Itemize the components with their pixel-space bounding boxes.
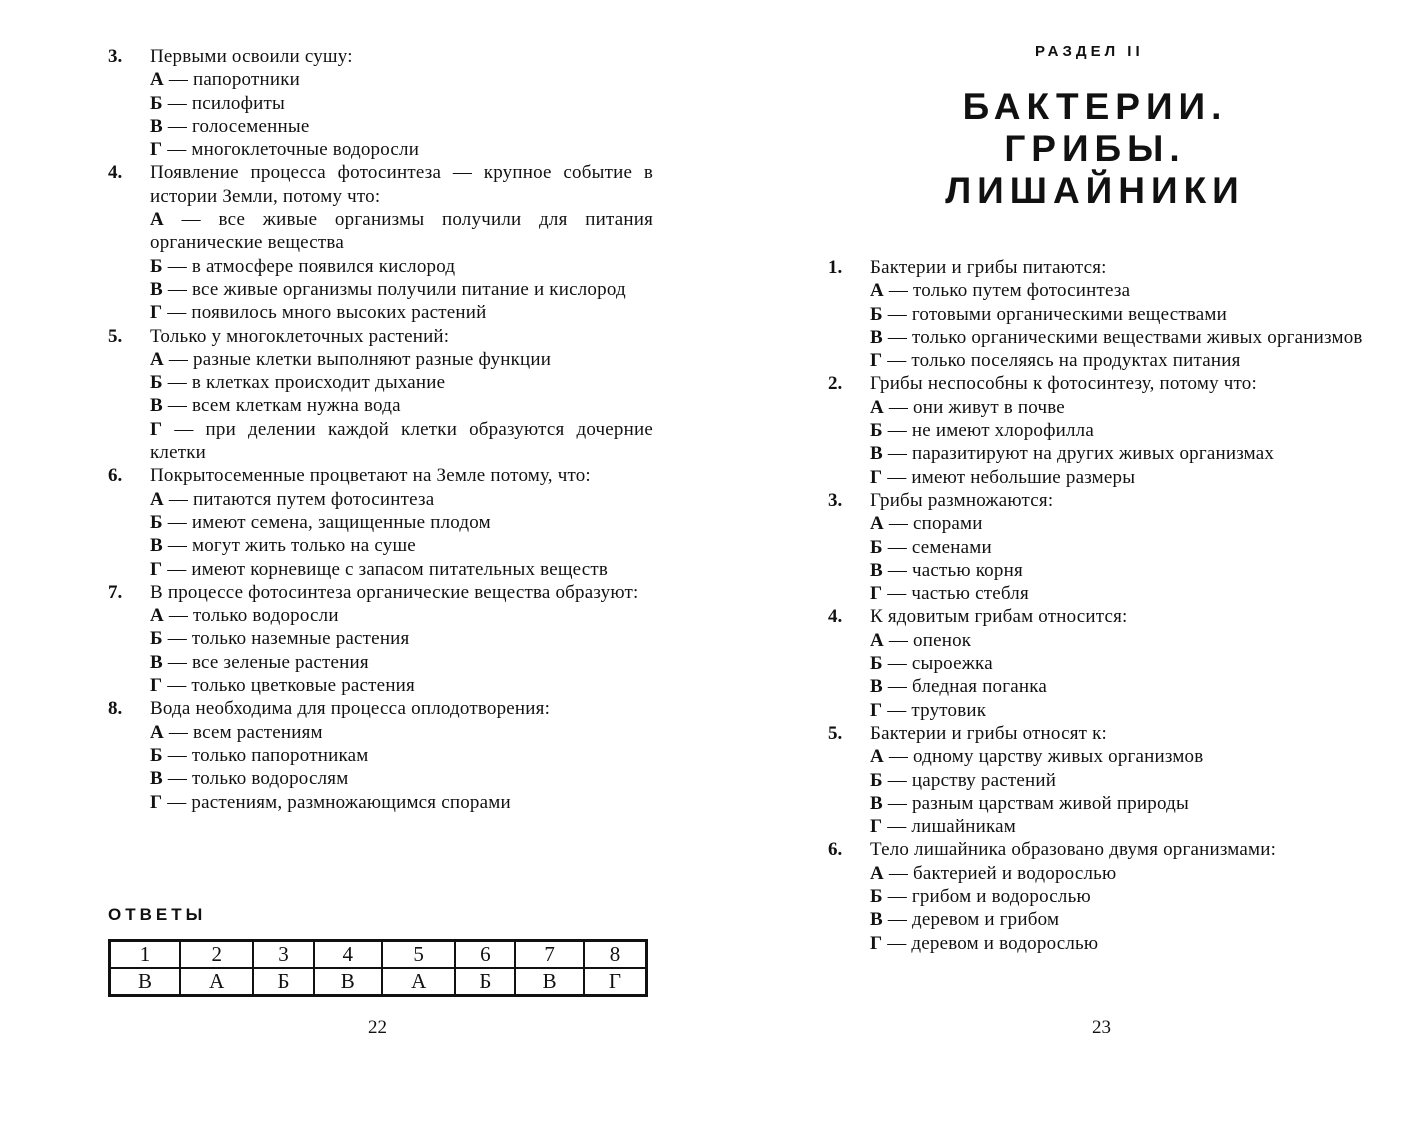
question-list [108,45,653,814]
question-1 [828,256,1373,372]
option-g: Г — трутовик [870,699,987,721]
option-g: Г — только поселяясь на продуктах питания [870,350,1241,372]
option-v: В — могут жить только на суше [150,535,416,557]
option-v: В — только органическими веществами живых организмов [870,326,1363,348]
question-number: 3. [108,46,123,67]
option-a: А — опенок [870,629,972,651]
option-b: Б — не имеют хлорофилла [870,420,1094,442]
question-5 [828,722,1373,838]
option-a: А — только водоросли [150,605,339,627]
page-number: 22 [368,1017,387,1038]
question-text: Тело лишайника образовано двумя организмами: [870,839,1277,861]
option-v: В — всем клеткам нужна вода [150,395,401,417]
left-page [0,0,700,1128]
option-v: В — голосеменные [150,115,310,137]
question-number: 6. [108,465,123,487]
question-5 [108,325,653,465]
answer-number-cell: 5 [382,941,455,969]
option-g: Г — многоклеточные водоросли [150,139,420,161]
question-text: Появление процесса фотосинтеза — крупное событие в истории Земли, потому что: [150,162,653,207]
answer-letter-cell: В [515,968,583,996]
question-text: Вода необходима для процесса оплодотворения: [150,698,551,720]
option-v: В — все зеленые растения [150,651,369,673]
option-v: В — бледная поганка [870,676,1048,698]
option-b: Б — в клетках происходит дыхание [150,372,446,394]
question-text: Бактерии и грибы питаются: [870,257,1107,278]
option-g: Г — только цветковые растения [150,675,415,697]
option-b: Б — в атмосфере появился кислород [150,255,456,277]
option-b: Б — имеют семена, защищенные плодом [150,511,491,533]
option-b: Б — семенами [870,536,992,558]
option-g: Г — при делении каждой клетки образуются дочерние клетки [150,418,654,464]
question-number: 2. [828,373,843,395]
page-number: 23 [1092,1017,1111,1038]
question-number: 6. [828,839,843,861]
answer-number-cell: 4 [314,941,382,969]
option-v: В — паразитируют на других живых организмах [870,443,1275,465]
answer-letter-cell: В [314,968,382,996]
option-a: А — одному царству живых организмов [870,746,1204,768]
question-list [828,256,1373,955]
question-3 [828,489,1373,605]
answer-number-cell: 1 [110,941,181,969]
question-text: Грибы неспособны к фотосинтезу, потому что: [870,373,1257,395]
question-text: Первыми освоили сушу: [150,46,353,67]
option-a: А — бактерией и водорослью [870,862,1117,884]
option-v: В — разным царствам живой природы [870,792,1189,814]
option-g: Г — деревом и водорослью [870,932,1099,954]
answer-letter-cell: А [382,968,455,996]
right-page [710,0,1419,1128]
option-g: Г — появилось много высоких растений [150,302,487,324]
question-number: 1. [828,257,843,278]
option-g: Г — растениям, размножающимся спорами [150,791,511,813]
question-8 [108,697,653,813]
option-a: А — только путем фотосинтеза [870,280,1131,302]
option-v: В — деревом и грибом [870,909,1060,931]
question-6 [108,464,653,580]
answer-number-cell: 3 [253,941,313,969]
option-b: Б — сыроежка [870,653,993,675]
answers-number-row [110,941,647,969]
option-g: Г — лишайникам [870,816,1017,838]
question-text: Покрытосеменные процветают на Земле потому, что: [150,465,591,487]
option-a: А — всем растениям [150,721,323,743]
option-v: В — только водорослям [150,768,349,790]
option-a: А — папоротники [150,69,301,91]
option-b: Б — только наземные растения [150,628,410,650]
answers-table [108,939,648,997]
question-number: 4. [108,162,123,184]
option-b: Б — псилофиты [150,92,285,114]
section-title-line: ЛИШАЙНИКИ [945,170,1245,211]
answer-number-cell: 7 [515,941,583,969]
answer-letter-cell: В [110,968,181,996]
option-b: Б — грибом и водорослью [870,886,1091,908]
answer-number-cell: 2 [180,941,253,969]
option-a: А — все живые организмы получили для питания органические вещества [150,209,654,254]
section-title-line: БАКТЕРИИ. [962,86,1228,127]
question-4 [828,605,1373,721]
answer-number-cell: 8 [584,941,647,969]
question-3 [108,45,653,161]
option-g: Г — частью стебля [870,583,1029,605]
option-a: А — спорами [870,513,983,535]
section-title-line: ГРИБЫ. [1004,128,1186,169]
option-b: Б — готовыми органическими веществами [870,303,1227,325]
option-a: А — они живут в почве [870,396,1065,418]
answers-letter-row [110,968,647,996]
question-text: Грибы размножаются: [870,489,1054,511]
section-title [900,86,1290,212]
question-number: 5. [828,722,843,744]
question-number: 5. [108,325,123,347]
answer-number-cell: 6 [455,941,515,969]
answer-letter-cell: Б [455,968,515,996]
answer-letter-cell: Г [584,968,647,996]
option-g: Г — имеют корневище с запасом питательных веществ [150,558,609,580]
question-number: 4. [828,606,843,628]
option-b: Б — царству растений [870,769,1057,791]
question-number: 3. [828,489,843,511]
option-v: В — частью корня [870,559,1023,581]
answer-letter-cell: Б [253,968,313,996]
option-b: Б — только папоротникам [150,744,369,766]
question-text: Только у многоклеточных растений: [150,325,450,347]
option-a: А — разные клетки выполняют разные функции [150,348,552,370]
section-label: РАЗДЕЛ II [1035,43,1144,60]
question-7 [108,581,653,697]
question-2 [828,372,1373,488]
answers-heading: ОТВЕТЫ [108,905,207,924]
question-number: 8. [108,698,123,720]
option-a: А — питаются путем фотосинтеза [150,488,435,510]
answer-letter-cell: А [180,968,253,996]
question-4 [108,161,653,324]
question-6 [828,838,1373,954]
option-g: Г — имеют небольшие размеры [870,466,1136,488]
question-text: Бактерии и грибы относят к: [870,722,1108,744]
question-text: К ядовитым грибам относится: [870,606,1128,628]
question-number: 7. [108,581,123,603]
option-v: В — все живые организмы получили питание и кислород [150,278,626,300]
question-text: В процессе фотосинтеза органические вещества образуют: [150,581,639,603]
